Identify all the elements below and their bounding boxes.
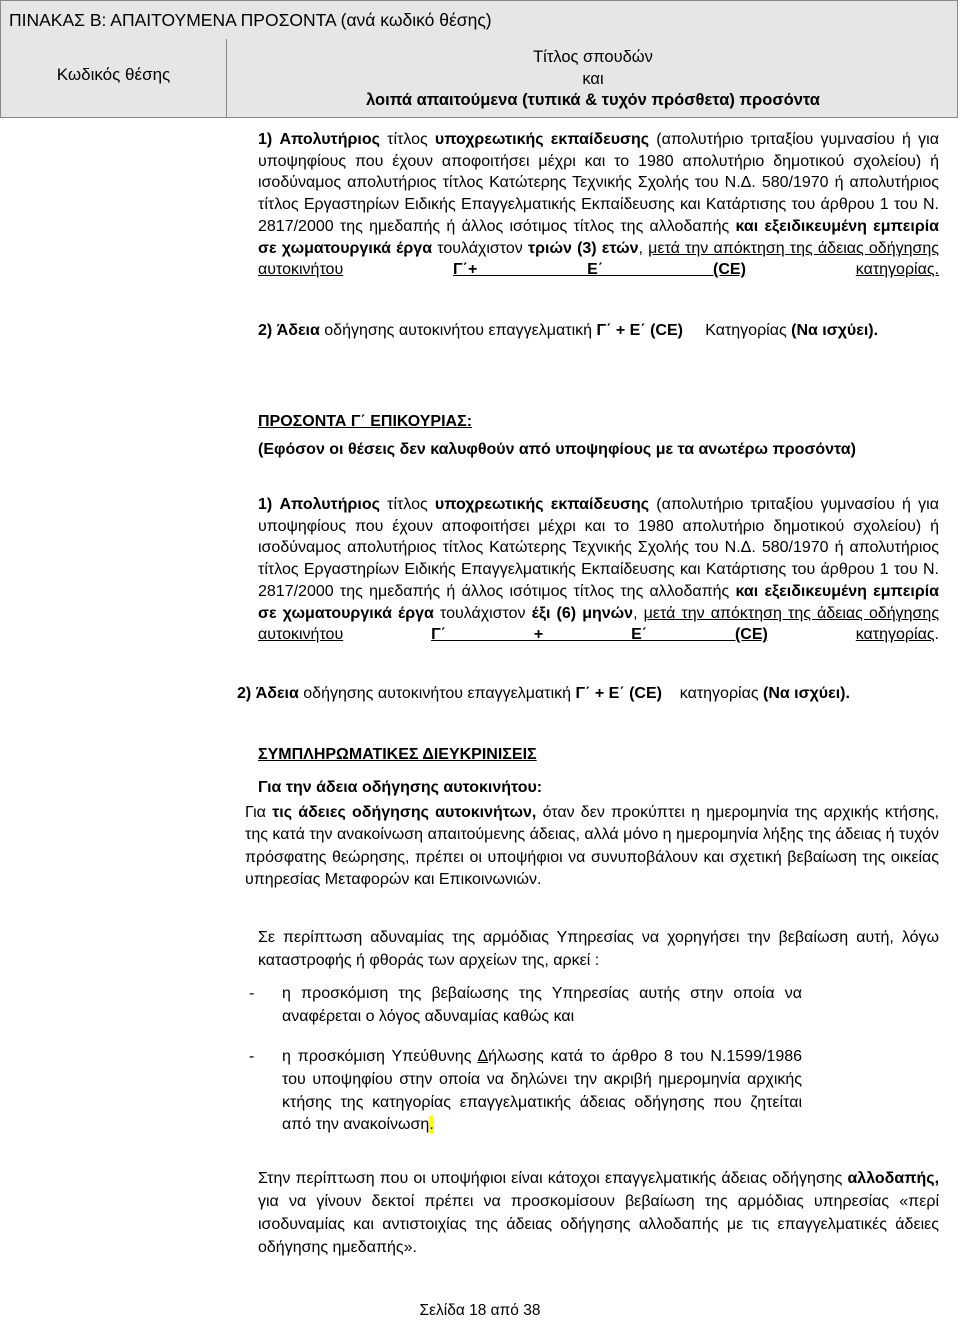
bold-text: και εξειδικευμένη εμπειρία σε χωματουργικά έργα [258, 582, 939, 622]
text: Για [245, 804, 266, 821]
item-number: 1) [258, 496, 273, 513]
table-title: ΠΙΝΑΚΑΣ Β: ΑΠΑΙΤΟΥΜΕΝΑ ΠΡΟΣΟΝΤΑ (ανά κωδικό θέσης) [9, 10, 492, 30]
text: ήλωσης κατά το άρθρο 8 του Ν.1599/1986 του υποψηφίου στην οποία να δηλώνει την ακριβή ημερομηνία αρχικής κτήσης της κατηγορίας επαγγελματικής άδειας οδήγησης που ζητείται από την ανακοίνωση [282, 1048, 803, 1134]
underlined-text: κατηγορίας. [855, 261, 940, 279]
text: για να γίνουν δεκτοί πρέπει να προσκομίσουν βεβαίωση της αρμόδιας υπηρεσίας «περί ισοδυναμίας και αντιστοιχίας της άδειας οδήγησης αλλοδαπής με τις επαγγελματικές άδειες οδήγησης ημεδαπής». [258, 1193, 939, 1256]
underlined-text: Δ [477, 1048, 489, 1065]
position-code-column-header: Κωδικός θέσης [56, 65, 171, 84]
text: Σε περίπτωση αδυναμίας της αρμόδιας Υπηρεσίας να χορηγήσει την βεβαίωση αυτή, λόγω καταστροφής ή φθοράς των αρχείων της, αρκεί : [258, 929, 939, 969]
text: κατηγορίας [679, 685, 759, 702]
text: όταν δεν προκύπτει η ημερομηνία της αρχικής κτήσης, της κατά την ανακοίνωση απαιτούμενης άδειας, αλλά μόνο η ημερομηνία λήξης της άδειας ή τυχόν πρόσφατης θεώρησης, πρέπει οι υποψήφιοι να συνυποβάλουν και σχετική βεβαίωση της οικείας υπηρεσίας Μεταφορών και Επικοινωνιών. [245, 804, 939, 888]
bold-text: αλλοδαπής, [847, 1170, 940, 1187]
clarifications-paragraph-1 [245, 802, 939, 891]
highlighted-text: . [429, 1116, 434, 1134]
auxiliary-qualification-1 [258, 494, 939, 646]
page-number: Σελίδα 18 από 38 [419, 1302, 541, 1319]
text: (απολυτήριο τριταξίου γυμνασίου ή για υποψηφίους που έχουν αποφοιτήσει μέχρι και το 1980 απολυτήριο δημοτικού σχολείου) ή ισοδύναμος απολυτήριος τίτλος Κατώτερης Τεχνικής Σχολής του Ν.Δ. 580/1970 ή απολυτήριος τίτλος Εργαστηρίων Ειδικής Επαγγελματικής Εκπαίδευσης και Κατάρτισης του άρθρου 1 του Ν. 2817/2000 της ημεδαπής ή άλλος ισότιμος τίτλος της αλλοδαπής [258, 496, 939, 600]
clarifications-title: ΣΥΜΠΛΗΡΩΜΑΤΙΚΕΣ ΔΙΕΥΚΡΙΝΙΣΕΙΣ [258, 746, 537, 763]
text: τουλάχιστον [439, 604, 526, 622]
underlined-text: μετά την απόκτηση της άδειας οδήγησης αυτοκινήτου [258, 239, 939, 279]
item-number: 2) [237, 685, 252, 702]
text: οδήγησης αυτοκινήτου επαγγελματική [324, 322, 593, 339]
auxiliary-qualification-2 [237, 683, 939, 705]
license-category: Γ΄+ Ε΄ (CE) [453, 261, 746, 279]
text: , [638, 239, 643, 257]
bold-text: τις άδειες οδήγησης αυτοκινήτων, [272, 804, 537, 821]
bold-text: Απολυτήριος [279, 496, 380, 513]
bold-text: και εξειδικευμένη εμπειρία σε χωματουργικά έργα [258, 217, 939, 257]
col2-line1: Τίτλος σπουδών [533, 48, 653, 66]
underlined-text: μετά την απόκτηση της άδειας οδήγησης αυτοκινήτου [258, 604, 940, 644]
text: οδήγησης αυτοκινήτου επαγγελματική [303, 685, 572, 702]
underlined-text: κατηγορίας [855, 626, 935, 644]
qualifications-column-header [227, 47, 959, 112]
clarifications-paragraph-3 [258, 1167, 939, 1259]
text: . [934, 626, 939, 644]
bold-text: υποχρεωτικής εκπαίδευσης [434, 131, 650, 148]
item-number: 2) [258, 322, 273, 339]
text: Κατηγορίας [705, 322, 787, 339]
item-number: 1) [258, 131, 273, 148]
text: τίτλος [387, 131, 428, 148]
main-qualification-1 [258, 129, 939, 281]
bold-text: τριών (3) ετών [527, 239, 639, 257]
license-category: Γ΄ + Ε΄ (CE) [596, 322, 683, 339]
text: τίτλος [387, 496, 428, 513]
license-category: Γ΄ + Ε΄ (CE) [575, 685, 662, 702]
requirements-table-header [0, 0, 958, 118]
clarifications-paragraph-2 [258, 927, 939, 972]
bold-text: υποχρεωτικής εκπαίδευσης [434, 496, 650, 513]
clarifications-subtitle: Για την άδεια οδήγησης αυτοκινήτου: [258, 779, 543, 796]
col2-line3: λοιπά απαιτούμενα (τυπικά & τυχόν πρόσθετα) προσόντα [366, 91, 820, 109]
dash-bullet: - [249, 1048, 255, 1065]
text: η προσκόμιση Υπεύθυνης [282, 1048, 472, 1065]
bold-text: (Να ισχύει). [791, 322, 879, 339]
auxiliary-section-title: ΠΡΟΣΟΝΤΑ Γ΄ ΕΠΙΚΟΥΡΙΑΣ: [258, 413, 473, 430]
bold-text: Απολυτήριος [279, 131, 380, 148]
text: , [633, 604, 638, 622]
bold-text: (Να ισχύει). [763, 685, 850, 702]
dash-bullet: - [249, 985, 255, 1002]
text: η προσκόμιση της βεβαίωσης της Υπηρεσίας αυτής στην οποία να αναφέρεται ο λόγος αδυναμίας καθώς και [282, 985, 802, 1025]
text: Στην περίπτωση που οι υποψήφιοι είναι κάτοχοι επαγγελματικής άδειας οδήγησης [258, 1170, 843, 1187]
main-qualification-2 [258, 320, 939, 342]
bold-text: Άδεια [255, 685, 299, 702]
col2-line2: και [582, 69, 604, 88]
auxiliary-section-subtitle: (Εφόσον οι θέσεις δεν καλυφθούν από υποψηφίους με τα ανωτέρω προσόντα) [258, 441, 856, 458]
license-category: Γ΄ + Ε΄ (CE) [431, 626, 768, 644]
bold-text: Άδεια [276, 322, 320, 339]
text: (απολυτήριο τριταξίου γυμνασίου ή για υποψηφίους που έχουν αποφοιτήσει μέχρι και το 1980 απολυτήριο δημοτικού σχολείου) ή ισοδύναμος απολυτήριος τίτλος Κατώτερης Τεχνικής Σχολής του Ν.Δ. 580/1970 ή απολυτήριος τίτλος Εργαστηρίων Ειδικής Επαγγελματικής Εκπαίδευσης και Κατάρτισης του άρθρου 1 του Ν. 2817/2000 της ημεδαπής ή άλλος ισότιμος τίτλος της αλλοδαπής [258, 131, 939, 235]
bold-text: έξι (6) μηνών [531, 604, 634, 622]
text: τουλάχιστον [437, 239, 523, 257]
